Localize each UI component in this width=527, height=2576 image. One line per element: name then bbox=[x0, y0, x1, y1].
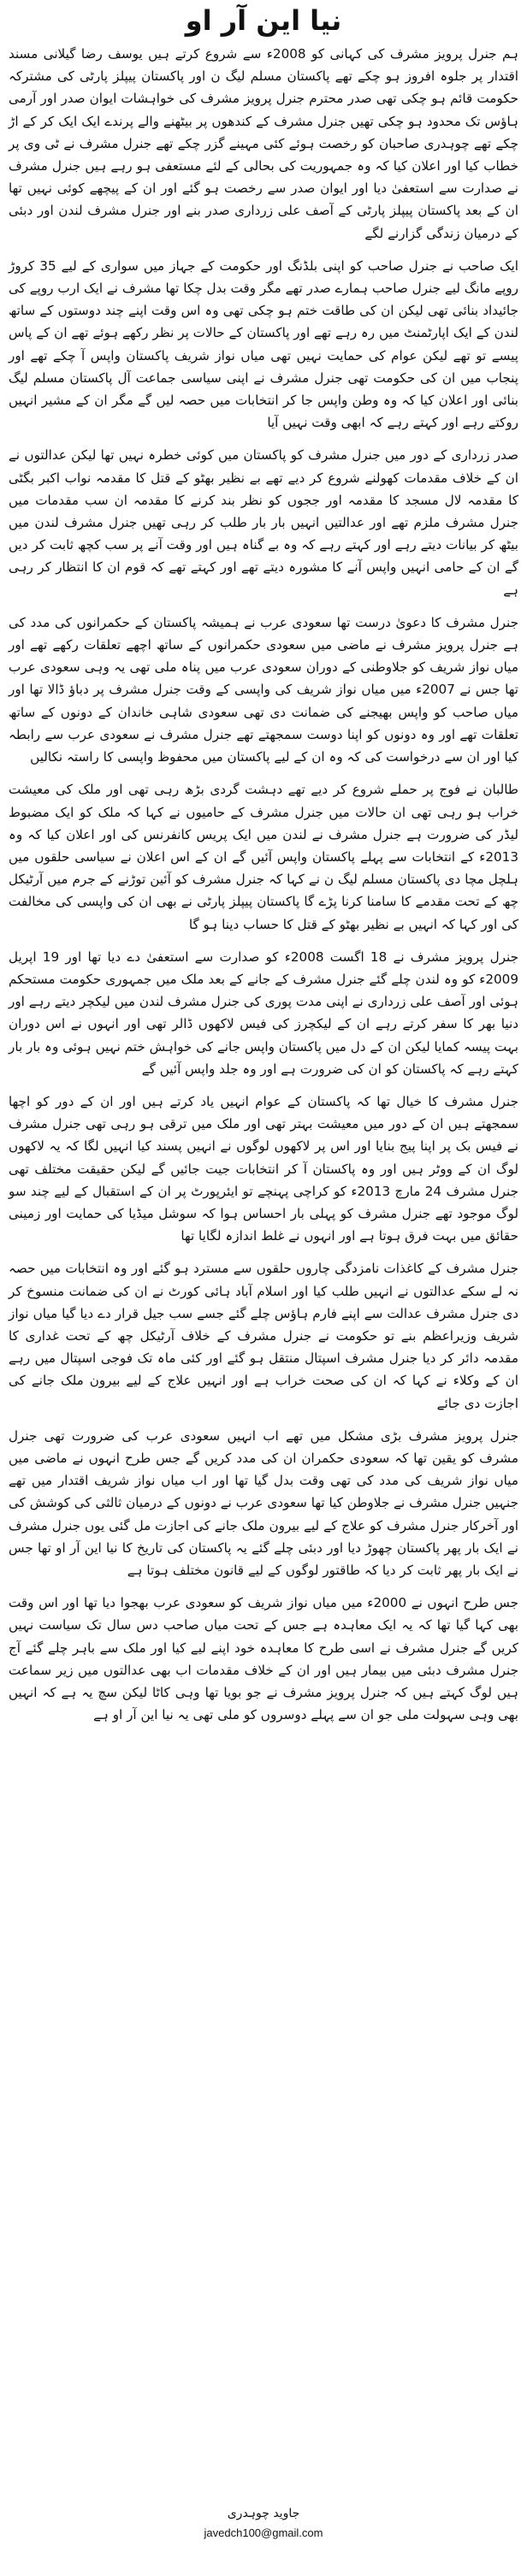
article-paragraph: جنرل مشرف کا دعویٰ درست تھا سعودی عرب نے ہمیشہ پاکستان کے حکمرانوں کی مدد کی ہے جنرل پرویز مشرف نے ماضی میں سعودی حکمرانوں کے ساتھ اچھے تعلقات رکھے تھے اور میاں نواز شریف کو جلاوطنی کے دوران سعودی عرب میں پناہ ملی تھی یہ وہی سعودی عرب تھا جس نے 2007ء میں میاں نواز شریف کی واپسی کے وقت جنرل مشرف پر دباؤ ڈالا تھا اور میاں صاحب کو واپس بھیجنے کی ضمانت دی تھی سعودی شاہی خاندان کے دونوں کے ساتھ تعلقات تھے اور وہ دونوں کو اپنا دوست سمجھتے تھے جنرل مشرف نے سعودی عرب سے رابطہ کیا اور ان سے درخواست کی کہ وہ ان کے لیے پاکستان میں محفوظ واپسی کا راستہ نکالیں bbox=[9, 614, 518, 765]
article-paragraph: جنرل مشرف کا خیال تھا کہ پاکستان کے عوام انہیں یاد کرتے ہیں اور ان کے دور کو اچھا سمجھتے ہیں ان کے دور میں معیشت بہتر تھی اور ملک میں ترقی ہو رہی تھی جنرل مشرف نے فیس بک پر اپنا پیج بنایا اور اس پر لاکھوں لوگوں نے انہیں پسند کیا انہیں لگا کہ یہ لاکھوں لوگ ان کے ووٹر ہیں اور وہ پاکستان آ کر انتخابات جیت جائیں گے لیکن حقیقت مختلف تھی جنرل مشرف 24 مارچ 2013ء کو کراچی پہنچے تو ایئرپورٹ پر ان کے استقبال کے لیے چند سو لوگ موجود تھے جنرل مشرف کو پہلی بار احساس ہوا کہ سوشل میڈیا کی حمایت اور زمینی حقائق میں بہت فرق ہوتا ہے اور انہوں نے غلط اندازہ لگایا تھا bbox=[9, 1093, 518, 1244]
article-body bbox=[9, 43, 518, 1726]
title-container bbox=[0, 3, 527, 38]
article-paragraph: ایک صاحب نے جنرل صاحب کو اپنی بلڈنگ اور حکومت کے جہاز میں سواری کے لیے 35 کروڑ روپے مانگ لیے جنرل صاحب ہمارے صدر تھے مگر وقت بدل چکا تھا مشرف نے ایک ارب روپے کی جائیداد بنائی تھی لیکن ان کی طاقت ختم ہو چکی تھی وہ اس وقت اپنے چند دوستوں کے ساتھ لندن کے ایک اپارٹمنٹ میں رہ رہے تھے اور پاکستان کے حالات پر نظر رکھے ہوئے تھے ان کے پاس پیسے تو تھے لیکن عوام کی حمایت نہیں تھی میاں نواز شریف پاکستان واپس آ چکے تھے اور پنجاب میں ان کی حکومت تھی جنرل مشرف نے اپنی سیاسی جماعت آل پاکستان مسلم لیگ بنائی اور اعلان کیا کہ وہ وطن واپس جا کر انتخابات میں حصہ لیں گے مگر ان کے مشیر انہیں روکتے رہے اور کہتے رہے کہ ابھی وقت نہیں آیا bbox=[9, 257, 518, 431]
article-paragraph: طالبان نے فوج پر حملے شروع کر دیے تھے دہشت گردی بڑھ رہی تھی اور ملک کی معیشت خراب ہو رہی تھی ان حالات میں جنرل مشرف کے حامیوں نے کہا کہ ملک کو ایک مضبوط لیڈر کی ضرورت ہے جنرل مشرف نے لندن میں ایک پریس کانفرنس کی اور اعلان کیا کہ وہ 2013ء کے انتخابات سے پہلے پاکستان واپس آئیں گے ان کے اس اعلان نے سیاسی حلقوں میں ہلچل مچا دی پاکستان مسلم لیگ ن نے کہا کہ جنرل مشرف کو آئین توڑنے کے جرم میں آرٹیکل چھ کے تحت مقدمے کا سامنا کرنا پڑے گا پاکستان پیپلز پارٹی نے بھی ان کی واپسی کی مخالفت کی اور کہا کہ انہیں بے نظیر بھٹو کے قتل کا حساب دینا ہو گا bbox=[9, 782, 518, 932]
article-paragraph: جنرل مشرف کے کاغذات نامزدگی چاروں حلقوں سے مسترد ہو گئے اور وہ انتخابات میں حصہ نہ لے سکے عدالتوں نے انہیں طلب کیا اور اسلام آباد ہائی کورٹ نے ان کی ضمانت منسوخ کر دی جنرل مشرف عدالت سے اپنے فارم ہاؤس چلے گئے جسے سب جیل قرار دے دیا گیا میاں نواز شریف وزیراعظم بنے تو حکومت نے جنرل مشرف کے خلاف آرٹیکل چھ کے تحت غداری کا مقدمہ دائر کر دیا جنرل مشرف اسپتال منتقل ہو گئے اور کئی ماہ تک فوجی اسپتال میں رہے ان کے وکلاء نے کہا کہ ان کی صحت خراب ہے اور انہیں علاج کے لیے بیرون ملک جانے کی اجازت دی جائے bbox=[9, 1261, 518, 1411]
author-email: javedch100@gmail.com bbox=[204, 2526, 323, 2539]
article-paragraph: جنرل پرویز مشرف بڑی مشکل میں تھے اب انہیں سعودی عرب کی ضرورت تھی جنرل مشرف کو یقین تھا کہ سعودی حکمران ان کی مدد کریں گے جس طرح انہوں نے ماضی میں میاں نواز شریف کی مدد کی تھی وقت بدل گیا تھا اور اب میاں نواز شریف اقتدار میں تھے جنہیں جنرل مشرف نے جلاوطن کیا تھا سعودی عرب نے دونوں کے درمیان ثالثی کی کوشش کی اور آخرکار جنرل مشرف کو علاج کے لیے بیرون ملک جانے کی اجازت مل گئی یوں جنرل مشرف نے ایک بار پھر پاکستان چھوڑ دیا اور دبئی چلے گئے یہ پاکستان کی تاریخ کا نیا این آر او تھا جس نے ایک بار پھر ثابت کر دیا کہ طاقتور لوگوں کے لیے قانون مختلف ہوتا ہے bbox=[9, 1427, 518, 1578]
article-paragraph: جنرل پرویز مشرف نے 18 اگست 2008ء کو صدارت سے استعفیٰ دے دیا تھا اور 19 اپریل 2009ء کو وہ لندن چلے گئے جنرل مشرف کے جانے کے بعد ملک میں جمہوری حکومت مستحکم ہوئی اور آصف علی زرداری نے اپنی مدت پوری کی جنرل مشرف لندن میں لیکچر دیتے رہے اور دنیا بھر کا سفر کرتے رہے ان کے لیکچرز کی فیس لاکھوں ڈالر تھی اور انہوں نے اس دوران بہت پیسہ کمایا لیکن ان کے دل میں پاکستان واپس جانے کی خواہش ختم نہیں ہوئی وہ بار بار کہتے رہے کہ پاکستان کو ان کی ضرورت ہے اور وہ جلد واپس آئیں گے bbox=[9, 948, 518, 1077]
author-byline: جاوید چوہدری bbox=[227, 2507, 300, 2520]
article-paragraph: صدر زرداری کے دور میں جنرل مشرف کو پاکستان میں کوئی خطرہ نہیں تھا لیکن عدالتوں نے ان کے خلاف مقدمات کھولنے شروع کر دیے تھے بے نظیر بھٹو کے قتل کا مقدمہ نواب اکبر بگٹی کا مقدمہ لال مسجد کا مقدمہ اور ججوں کو نظر بند کرنے کا مقدمہ ان سب مقدمات میں جنرل مشرف ملزم تھے اور عدالتیں انہیں بار بار طلب کر رہی تھیں جنرل مشرف لندن میں بیٹھ کر بیانات دیتے رہے اور کہتے رہے کہ وہ بے گناہ ہیں اور وقت آنے پر سب کچھ ثابت کر دیں گے ان کے حامی انہیں واپس آنے کا مشورہ دیتے تھے اور کہتے تھے کہ قوم ان کا انتظار کر رہی ہے bbox=[9, 447, 518, 598]
article-title: نیا این آر او bbox=[185, 4, 342, 37]
article-paragraph: ہم جنرل پرویز مشرف کی کہانی کو 2008ء سے شروع کرتے ہیں یوسف رضا گیلانی مسند اقتدار پر جلوہ افروز ہو چکے تھے پاکستان مسلم لیگ ن اور پاکستان پیپلز پارٹی کی مشترکہ حکومت قائم ہو چکی تھی صدر محترم جنرل پرویز مشرف کی خواہشات ایوان صدر اور آرمی ہاؤس تک محدود ہو چکی تھیں جنرل مشرف کے کندھوں پر بیٹھنے والے پرندے ایک ایک کر کے اڑ چکے تھے چوہدری صاحبان کو رخصت ہوئے کئی مہینے گزر چکے تھے جنرل مشرف نے ٹی وی پر خطاب کیا اور اعلان کیا کہ وہ جمہوریت کی بحالی کے لئے مستعفی ہو رہے ہیں جنرل مشرف نے صدارت سے استعفیٰ دیا اور ایوان صدر سے رخصت ہو گئے اور ان کے پیچھے کوئی نہیں تھا ان کے بعد پاکستان پیپلز پارٹی کے آصف علی زرداری صدر بنے اور جنرل مشرف لندن اور دبئی کے درمیان زندگی گزارنے لگے bbox=[9, 46, 518, 241]
article-paragraph: جس طرح انہوں نے 2000ء میں میاں نواز شریف کو سعودی عرب بھجوا دیا تھا اور اس وقت بھی کہا گیا تھا کہ یہ ایک معاہدہ ہے جس کے تحت میاں صاحب دس سال تک سیاست نہیں کریں گے جنرل مشرف نے اسی طرح کا معاہدہ خود اپنے لیے کیا اور ملک سے باہر چلے گئے آج جنرل مشرف دبئی میں بیمار ہیں اور ان کے خلاف مقدمات اب بھی عدالتوں میں زیر سماعت ہیں لوگ کہتے ہیں کہ جنرل پرویز مشرف نے جو بویا تھا وہی کاٹا لیکن سچ یہ ہے کہ انہیں بھی وہی سہولت ملی جو ان سے پہلے دوسروں کو ملی تھی یہ نیا این آر او ہے bbox=[9, 1595, 518, 1723]
